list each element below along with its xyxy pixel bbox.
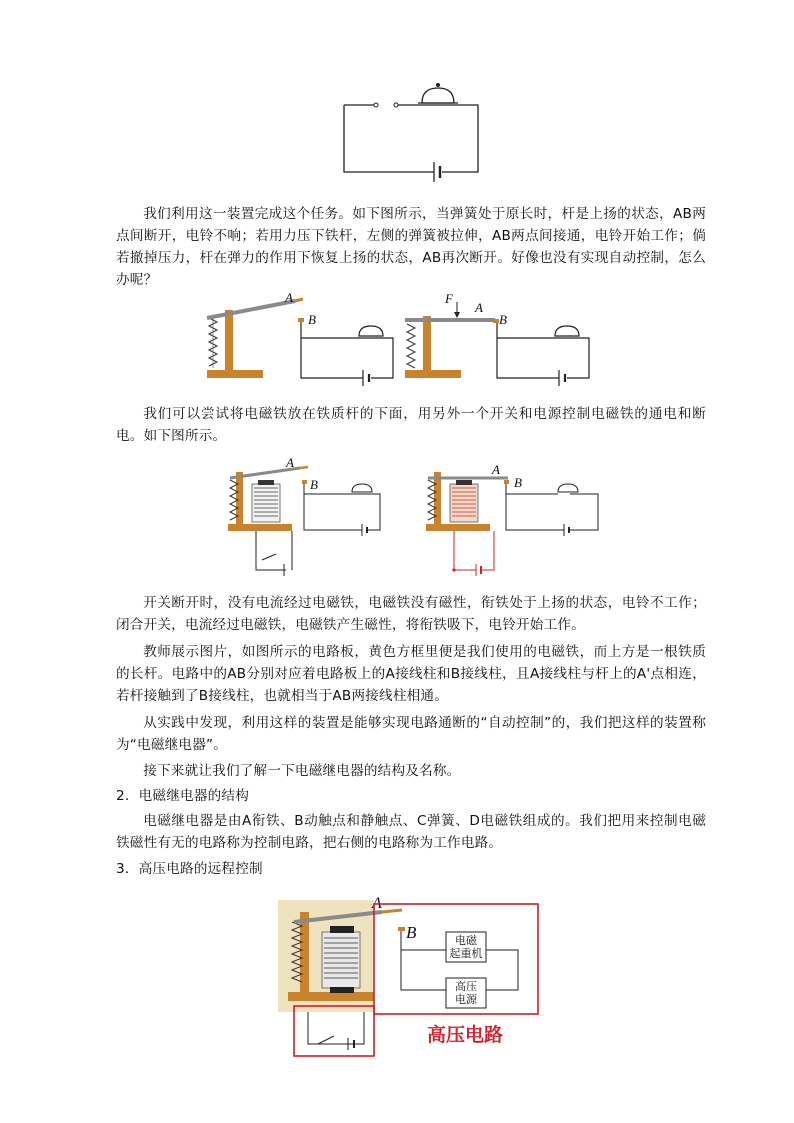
paragraph-relay-structure: 电磁继电器是由A衔铁、B动触点和静触点、C弹簧、D电磁铁组成的。我们把用来控制电磁铁磁性有无的电路称为控制电路，把右侧的电路称为工作电路。 bbox=[116, 813, 706, 851]
figure-lever-states bbox=[205, 288, 585, 384]
power-label-line2: 电源 bbox=[455, 993, 477, 1006]
label-b-relay-left: B bbox=[310, 477, 318, 492]
figure-relay-states bbox=[226, 455, 606, 580]
label-b-relay-right: B bbox=[514, 475, 522, 490]
label-b-left: B bbox=[308, 312, 316, 327]
paragraph-switch-explanation: 开关断开时，没有电流经过电磁铁，电磁铁没有磁性，衔铁处于上扬的状态，电铃不工作；闭合开关，电流经过电磁铁，电磁铁产生磁性，将衔铁吸下，电铃开始工作。 bbox=[116, 595, 706, 633]
label-a-hv: A bbox=[372, 895, 382, 912]
heading-remote-control: 3．高压电路的远程控制 bbox=[116, 861, 263, 877]
label-f: F bbox=[445, 291, 453, 306]
label-a-relay-right: A bbox=[492, 462, 500, 477]
figure-bell-circuit bbox=[330, 80, 490, 190]
motor-label-line1: 电磁 bbox=[455, 934, 477, 947]
label-a-left: A bbox=[285, 290, 293, 305]
paragraph-relay-definition: 从实践中发现，利用这样的装置是能够实现电路通断的“自动控制”的，我们把这样的装置称为“电磁继电器”。 bbox=[116, 715, 706, 753]
label-a-relay-left: A bbox=[286, 455, 294, 470]
power-label-line1: 高压 bbox=[455, 980, 477, 993]
motor-label-line2: 起重机 bbox=[449, 947, 483, 960]
label-a-right: A bbox=[475, 300, 483, 315]
paragraph-lever-description: 我们利用这一装置完成这个任务。如下图所示，当弹簧处于原长时，杆是上扬的状态，AB两点间断开，电铃不响；若用力压下铁杆，左侧的弹簧被拉伸，AB两点间接通，电铃开始工作；倘若撤掉压力，杆在弹力的作用下恢复上扬的状态，AB再次断开。好像也没有实现自动控制，怎么办呢？ bbox=[116, 206, 706, 288]
label-b-hv: B bbox=[406, 923, 417, 942]
paragraph-electromagnet-idea: 我们可以尝试将电磁铁放在铁质杆的下面，用另外一个开关和电源控制电磁铁的通电和断电。如下图所示。 bbox=[116, 406, 706, 444]
paragraph-next-section: 接下来就让我们了解一下电磁继电器的结构及名称。 bbox=[143, 763, 461, 779]
heading-relay-structure: 2．电磁继电器的结构 bbox=[116, 788, 249, 804]
label-b-right: B bbox=[499, 312, 507, 327]
high-voltage-circuit-label: 高压电路 bbox=[427, 1024, 504, 1046]
paragraph-teacher-demo: 教师展示图片，如图所示的电路板，黄色方框里便是我们使用的电磁铁，而上方是一根铁质的长杆。电路中的AB分别对应着电路板上的A接线柱和B接线柱，且A接线柱与杆上的A'点相连，若杆接触到了B接线柱，也就相当于AB两接线柱相通。 bbox=[116, 644, 706, 704]
